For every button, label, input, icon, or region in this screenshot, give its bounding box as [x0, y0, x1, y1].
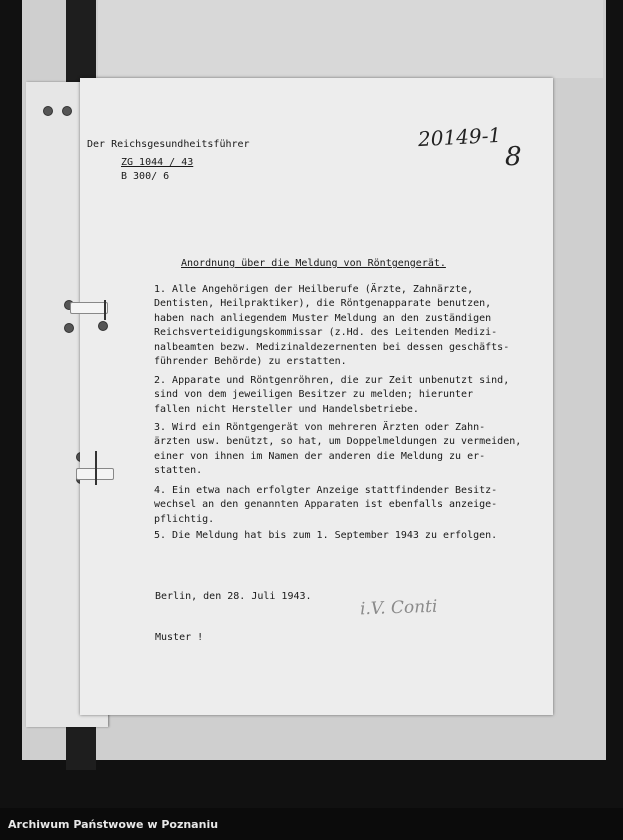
file-fastener-top — [70, 302, 108, 314]
paragraph-line: führender Behörde) zu erstatten. — [154, 356, 347, 368]
handwritten-page-number: 8 — [505, 142, 522, 172]
paragraph-1 — [154, 283, 514, 369]
paragraph-4 — [154, 484, 514, 527]
punch-hole — [64, 323, 74, 333]
fastener-bar — [95, 451, 97, 485]
archive-footer — [0, 808, 623, 840]
paragraph-line: 3. Wird ein Röntgengerät von mehreren Ärzten oder Zahn- — [154, 422, 486, 433]
paragraph-line: 2. Apparate und Röntgenröhren, die zur Zeit unbenutzt sind, — [154, 375, 510, 386]
paragraph-line: 1. Alle Angehörigen der Heilberufe (Ärzte, Zahnärzte, — [154, 284, 474, 295]
paragraph-3 — [154, 421, 522, 479]
paragraph-line: nalbeamten bezw. Medizinaldezernenten bei dessen geschäfts- — [154, 341, 510, 353]
handwritten-signature: i.V. Conti — [359, 596, 438, 620]
paragraph-line: Dentisten, Heilpraktiker), die Röntgenapparate benutzen, — [154, 298, 492, 310]
paragraph-line: Reichsverteidigungskommissar (z.Hd. des Leitenden Medizi- — [154, 327, 498, 339]
archive-name: Archiwum Państwowe w Poznaniu — [8, 818, 219, 831]
paragraph-line: sind von dem jeweiligen Besitzer zu melden; hierunter — [154, 389, 474, 401]
paragraph-line: fallen nicht Hersteller und Handelsbetriebe. — [154, 403, 419, 415]
punch-hole — [43, 106, 53, 116]
sender-name: Der Reichsgesundheitsführer — [87, 139, 250, 150]
fastener-bar — [104, 300, 106, 320]
reference-number: ZG 1044 / 43 — [121, 157, 194, 168]
reference-code: B 300/ 6 — [121, 171, 170, 182]
paragraph-line: statten. — [154, 465, 203, 477]
paragraph-line: haben nach anliegendem Muster Meldung an den zuständigen — [154, 312, 492, 324]
date-line: Berlin, den 28. Juli 1943. — [155, 591, 312, 602]
paragraph-line: ärzten usw. benützt, so hat, um Doppelmeldungen zu vermeiden, — [154, 436, 522, 448]
paragraph-line: wechsel an den genannten Apparaten ist ebenfalls anzeige- — [154, 499, 498, 511]
paragraph-2 — [154, 374, 514, 417]
punch-hole — [98, 321, 108, 331]
attachment-note: Muster ! — [155, 632, 204, 643]
background-sheet-top — [98, 0, 603, 78]
paragraph-line: 5. Die Meldung hat bis zum 1. September 1943 zu erfolgen. — [154, 530, 498, 541]
paragraph-5 — [154, 529, 514, 543]
punch-hole — [62, 106, 72, 116]
document-title: Anordnung über die Meldung von Röntgengerät. — [181, 258, 446, 269]
handwritten-file-number: 20149-1 — [417, 122, 502, 152]
paragraph-line: pflichtig. — [154, 513, 215, 525]
paragraph-line: 4. Ein etwa nach erfolgter Anzeige stattfindender Besitz- — [154, 485, 498, 496]
paragraph-line: einer von ihnen im Namen der anderen die Meldung zu er- — [154, 450, 486, 462]
